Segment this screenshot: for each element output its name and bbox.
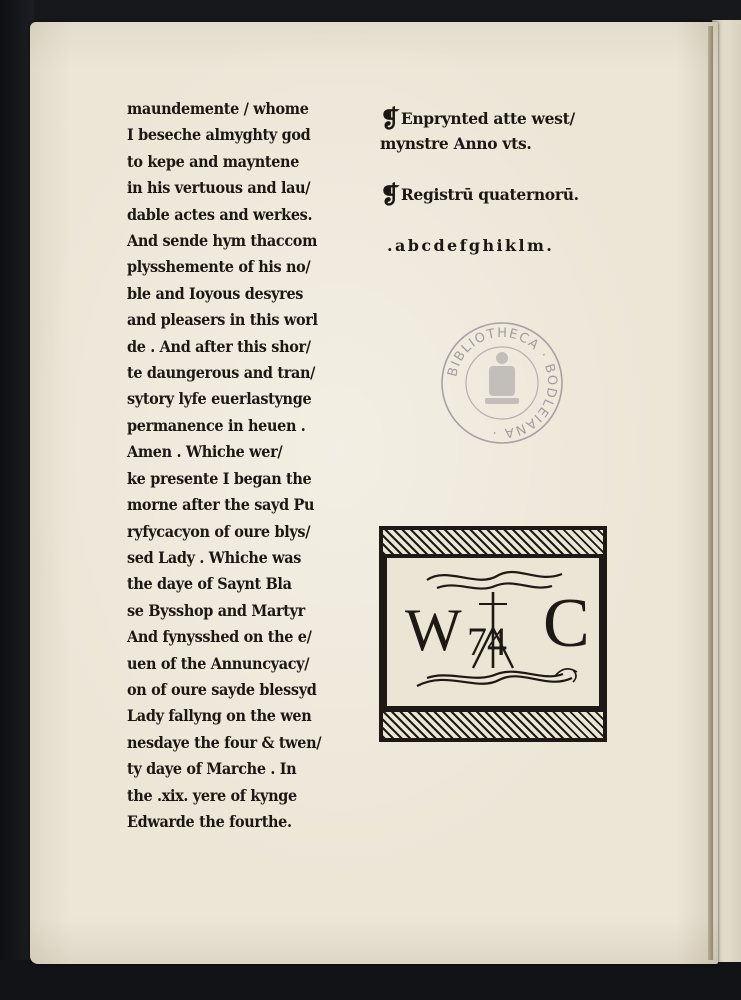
- text-line: Amen . Whiche wer/: [127, 442, 283, 462]
- text-line: on of oure sayde blessyd: [127, 679, 317, 699]
- paragraph-mark-icon: ❡: [380, 180, 400, 209]
- text-line: I beseche almyghty god: [127, 125, 311, 145]
- colophon-line: Enprynted atte west/: [400, 109, 575, 128]
- text-line: Edwarde the fourthe.: [127, 811, 292, 831]
- text-line: te daungerous and tran/: [127, 363, 316, 383]
- library-stamp-icon: [437, 318, 567, 448]
- device-merchant-mark: 74: [467, 619, 507, 664]
- text-line: to kepe and mayntene: [127, 151, 300, 171]
- device-initial-c: C: [543, 585, 590, 662]
- colophon-line: mynstre Anno vts.: [380, 134, 532, 153]
- text-line: the daye of Saynt Bla: [127, 574, 292, 594]
- text-line: se Bysshop and Martyr: [127, 600, 305, 620]
- text-line: Lady fallyng on the wen: [127, 706, 312, 726]
- device-border-top: [383, 530, 603, 554]
- text-line: And fynysshed on the e/: [127, 627, 312, 647]
- text-line: maundemente / whome: [127, 99, 309, 118]
- text-line: morne after the sayd Pu: [127, 495, 315, 515]
- text-line: de . And after this shor/: [127, 336, 311, 356]
- register-text: Registrū quaternorū.: [400, 185, 579, 204]
- text-line: plysshemente of his no/: [127, 257, 311, 277]
- backdrop-left: [0, 0, 34, 1000]
- text-line: ryfycacyon of oure blys/: [127, 521, 311, 541]
- device-initial-w: W: [405, 597, 462, 663]
- text-line: ty daye of Marche . In: [127, 759, 297, 779]
- device-border-bottom: [383, 712, 603, 738]
- quire-signatures: .abcdefghiklm.: [387, 236, 555, 255]
- colophon: [380, 106, 640, 156]
- text-line: and pleasers in this worl: [127, 310, 318, 330]
- page-edge: [708, 26, 713, 960]
- text-line: permanence in heuen .: [127, 415, 306, 435]
- text-line: dable actes and werkes.: [127, 204, 313, 224]
- printers-device: [379, 526, 607, 742]
- backdrop-bottom: [0, 960, 741, 1000]
- text-line: nesdaye the four & twen/: [127, 732, 322, 752]
- paragraph-mark-icon: ❡: [380, 104, 400, 133]
- text-line: ble and Ioyous desyres: [127, 283, 304, 303]
- text-line: sed Lady . Whiche was: [127, 547, 301, 567]
- register-of-quires: [380, 182, 640, 207]
- text-line: ke presente I began the: [127, 468, 312, 488]
- text-line: uen of the Annuncyacy/: [127, 653, 310, 673]
- stamp-text: BIBLIOTHECA · BODLEIANA ·: [445, 325, 560, 441]
- main-text-column: [127, 96, 372, 835]
- text-line: in his vertuous and lau/: [127, 178, 311, 198]
- text-line: the .xix. yere of kynge: [127, 785, 297, 805]
- text-line: sytory lyfe euerlastynge: [127, 389, 312, 409]
- text-line: And sende hym thaccom: [127, 231, 317, 251]
